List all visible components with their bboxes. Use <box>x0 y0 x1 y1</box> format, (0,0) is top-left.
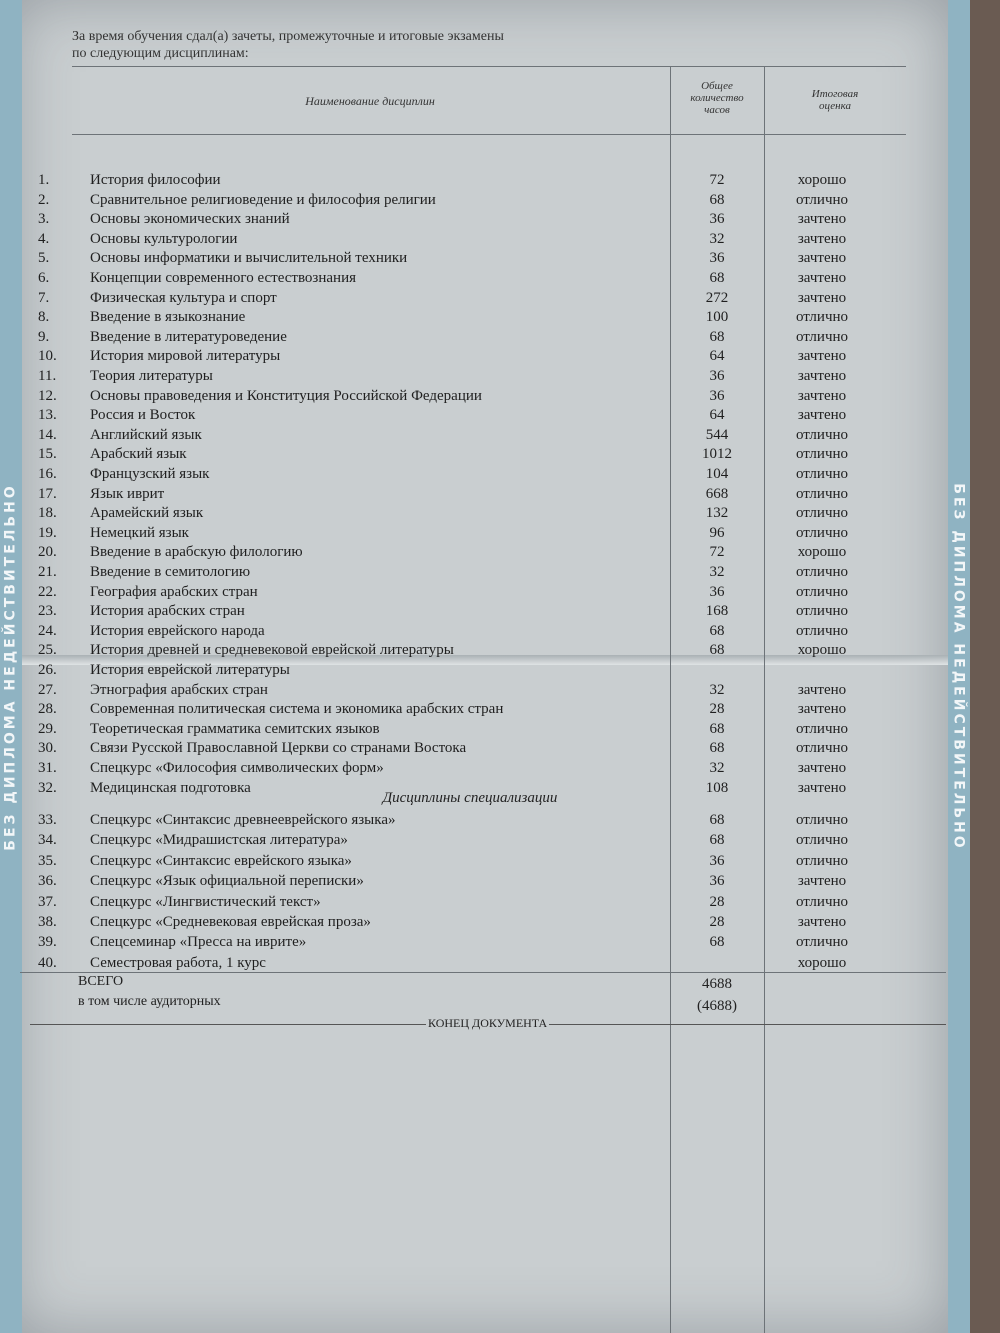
row-number: 31. <box>38 760 57 776</box>
hours-value: 36 <box>709 387 725 404</box>
row-number: 25. <box>38 642 57 659</box>
grade-value: зачтено <box>797 681 847 698</box>
discipline-name: Спецкурс «Лингвистический текст» <box>90 893 321 910</box>
table-row <box>0 446 940 466</box>
table-row <box>0 955 940 975</box>
row-number: 33. <box>38 812 57 828</box>
hours-value: 36 <box>709 211 725 228</box>
table-row <box>0 250 940 270</box>
grade-value: отлично <box>795 446 849 463</box>
grade-value: отлично <box>795 720 849 737</box>
hours-value: 32 <box>709 681 725 698</box>
discipline-name: Английский язык <box>90 426 202 443</box>
discipline-name: История еврейской литературы <box>90 662 290 678</box>
grade-value: зачтено <box>797 270 847 286</box>
row-number: 30. <box>38 740 57 757</box>
discipline-name: Введение в арабскую филологию <box>90 544 303 561</box>
table-top-line <box>72 66 906 67</box>
discipline-name: Медицинская подготовка <box>90 779 251 796</box>
discipline-name: Спецкурс «Мидрашистская литература» <box>90 832 348 849</box>
total-value: 4688 <box>702 976 732 992</box>
table-row <box>0 740 940 760</box>
discipline-name: Введение в литературоведение <box>90 328 287 345</box>
table-row <box>0 407 940 427</box>
grade-value: зачтено <box>797 914 847 930</box>
grade-value: отлично <box>795 740 849 757</box>
table-row <box>0 603 940 623</box>
row-number: 29. <box>38 720 57 737</box>
discipline-name: Спецсеминар «Пресса на иврите» <box>90 934 307 951</box>
hours-value: 68 <box>709 622 725 639</box>
background-edge <box>970 0 1000 1333</box>
grade-value: отлично <box>795 564 849 580</box>
table-row <box>0 812 940 832</box>
hours-value: 68 <box>709 270 725 286</box>
grade-value: отлично <box>795 852 849 869</box>
left-security-band: БЕЗ ДИПЛОМА НЕДЕЙСТВИТЕЛЬНО <box>0 0 22 1333</box>
grade-value: отлично <box>795 812 849 828</box>
table-row <box>0 760 940 780</box>
discipline-name: Спецкурс «Синтаксис еврейского языка» <box>90 852 352 869</box>
hours-value: 72 <box>709 544 725 561</box>
grade-value: зачтено <box>797 760 847 776</box>
grade-value: отлично <box>795 893 849 910</box>
intro-line-1: За время обучения сдал(а) зачеты, промежуточные и итоговые экзамены <box>72 29 504 44</box>
discipline-name: Связи Русской Православной Церкви со странами Востока <box>90 740 467 757</box>
table-row <box>0 584 940 604</box>
row-number: 12. <box>38 387 57 404</box>
grade-value: хорошо <box>797 954 847 971</box>
specialization-heading: Дисциплины специализации <box>382 790 558 806</box>
table-row <box>0 486 940 506</box>
header-grade: Итоговая оценка <box>811 88 859 112</box>
row-number: 21. <box>38 564 57 580</box>
grade-value: зачтено <box>797 407 847 424</box>
hours-value: 32 <box>709 230 725 247</box>
discipline-name: Современная политическая система и экономика арабских стран <box>90 701 504 718</box>
hours-value: 68 <box>709 642 725 659</box>
grade-value: отлично <box>795 485 849 502</box>
auditorial-label: в том числе аудиторных <box>78 994 221 1009</box>
row-number: 28. <box>38 701 57 718</box>
discipline-name: Немецкий язык <box>90 524 189 541</box>
hours-value: 132 <box>705 505 729 522</box>
discipline-name: История еврейского народа <box>90 622 265 639</box>
header-hours: Общее количество часов <box>690 80 744 116</box>
discipline-name: Язык иврит <box>90 485 165 502</box>
table-row <box>0 623 940 643</box>
hours-value: 68 <box>709 328 725 345</box>
table-row <box>0 290 940 310</box>
row-number: 38. <box>38 914 57 930</box>
discipline-name: История древней и средневековой еврейской литературы <box>90 642 454 659</box>
hours-value: 668 <box>705 485 729 502</box>
grade-value: отлично <box>795 309 849 326</box>
grade-value: зачтено <box>797 779 847 796</box>
table-row <box>0 934 940 954</box>
row-number: 32. <box>38 779 57 796</box>
hours-value: 108 <box>705 779 729 796</box>
hours-value: 32 <box>709 760 725 776</box>
discipline-name: Спецкурс «Синтаксис древнееврейского языка» <box>90 812 396 828</box>
total-label: ВСЕГО <box>78 974 124 989</box>
row-number: 15. <box>38 446 57 463</box>
table-row <box>0 914 940 934</box>
discipline-name: Физическая культура и спорт <box>90 289 277 306</box>
grade-value: зачтено <box>797 701 847 718</box>
row-number: 1. <box>38 172 50 188</box>
table-row <box>0 329 940 349</box>
hours-value: 68 <box>709 934 725 951</box>
row-number: 8. <box>38 309 50 326</box>
table-row <box>0 682 940 702</box>
hours-value: 68 <box>709 740 725 757</box>
discipline-name: Спецкурс «Средневековая еврейская проза» <box>90 914 371 930</box>
intro-line-2: по следующим дисциплинам: <box>72 46 249 61</box>
hours-value: 68 <box>709 720 725 737</box>
table-row <box>0 853 940 873</box>
table-row <box>0 172 940 192</box>
discipline-name: Сравнительное религиоведение и философия религии <box>90 191 436 208</box>
discipline-name: Теоретическая грамматика семитских языков <box>90 720 380 737</box>
grade-value: зачтено <box>797 348 847 365</box>
discipline-name: История философии <box>90 172 221 188</box>
table-row <box>0 368 940 388</box>
table-row <box>0 721 940 741</box>
grade-value: отлично <box>795 191 849 208</box>
table-row <box>0 211 940 231</box>
table-row <box>0 894 940 914</box>
hours-value: 64 <box>709 407 725 424</box>
table-row <box>0 642 940 662</box>
row-number: 37. <box>38 893 57 910</box>
row-number: 4. <box>38 230 50 247</box>
grade-value: отлично <box>795 466 849 482</box>
table-row <box>0 564 940 584</box>
hours-value: 64 <box>709 348 725 365</box>
row-number: 6. <box>38 270 50 286</box>
grade-value: отлично <box>795 524 849 541</box>
end-of-document: КОНЕЦ ДОКУМЕНТА <box>428 1016 548 1030</box>
row-number: 24. <box>38 622 57 639</box>
row-number: 19. <box>38 524 57 541</box>
grade-value: отлично <box>795 622 849 639</box>
row-number: 34. <box>38 832 57 849</box>
table-row <box>0 348 940 368</box>
grade-value: хорошо <box>797 642 847 659</box>
grade-value: отлично <box>795 603 849 620</box>
hours-value: 96 <box>709 524 725 541</box>
table-row <box>0 544 940 564</box>
auditorial-value: (4688) <box>697 998 737 1014</box>
row-number: 36. <box>38 873 57 890</box>
hours-value: 168 <box>705 603 729 620</box>
discipline-name: Россия и Восток <box>90 407 196 424</box>
intro-text <box>72 28 504 62</box>
hours-value: 32 <box>709 564 725 580</box>
discipline-name: Теория литературы <box>90 368 213 384</box>
hours-value: 28 <box>709 914 725 930</box>
table-row <box>0 192 940 212</box>
discipline-name: Основы правоведения и Конституция Российской Федерации <box>90 387 482 404</box>
row-number: 39. <box>38 934 57 951</box>
table-row <box>0 309 940 329</box>
grade-value: хорошо <box>797 172 847 188</box>
grade-value: отлично <box>795 328 849 345</box>
discipline-name: Концепции современного естествознания <box>90 270 356 286</box>
hours-value: 36 <box>709 368 725 384</box>
discipline-name: Арамейский язык <box>90 505 204 522</box>
row-number: 35. <box>38 852 57 869</box>
row-number: 10. <box>38 348 57 365</box>
table-row <box>0 701 940 721</box>
discipline-name: Этнография арабских стран <box>90 681 268 698</box>
hours-value: 36 <box>709 852 725 869</box>
hours-value: 1012 <box>702 446 732 463</box>
grade-value: зачтено <box>797 211 847 228</box>
discipline-name: Семестровая работа, 1 курс <box>90 954 266 971</box>
hours-value: 104 <box>705 466 729 482</box>
hours-value: 72 <box>709 172 725 188</box>
table-row <box>0 466 940 486</box>
hours-value: 28 <box>709 701 725 718</box>
row-number: 18. <box>38 505 57 522</box>
row-number: 2. <box>38 191 50 208</box>
grade-value: хорошо <box>797 544 847 561</box>
row-number: 3. <box>38 211 50 228</box>
table-row <box>0 873 940 893</box>
table-row <box>0 832 940 852</box>
row-number: 9. <box>38 328 50 345</box>
row-number: 27. <box>38 681 57 698</box>
discipline-name: Основы экономических знаний <box>90 211 290 228</box>
grade-value: отлично <box>795 583 849 600</box>
row-number: 22. <box>38 583 57 600</box>
header-name: Наименование дисциплин <box>305 94 435 108</box>
grade-value: отлично <box>795 934 849 951</box>
table-row <box>0 231 940 251</box>
discipline-name: Введение в семитологию <box>90 564 251 580</box>
table-row <box>0 505 940 525</box>
hours-value: 28 <box>709 893 725 910</box>
grade-value: отлично <box>795 426 849 443</box>
hours-value: 544 <box>705 426 729 443</box>
grade-value: зачтено <box>797 250 847 267</box>
hours-value: 272 <box>705 289 729 306</box>
row-number: 5. <box>38 250 50 267</box>
hours-value: 68 <box>709 191 725 208</box>
grade-value: зачтено <box>797 289 847 306</box>
hours-value: 36 <box>709 583 725 600</box>
discipline-name: Спецкурс «Язык официальной переписки» <box>90 873 364 890</box>
table-row <box>0 662 940 682</box>
discipline-name: География арабских стран <box>90 583 258 600</box>
header-bottom-line <box>72 134 906 135</box>
discipline-name: История мировой литературы <box>90 348 281 365</box>
row-number: 11. <box>38 368 57 384</box>
table-row <box>0 427 940 447</box>
row-number: 13. <box>38 407 57 424</box>
discipline-name: Основы информатики и вычислительной техники <box>90 250 408 267</box>
discipline-name: Французский язык <box>90 466 210 482</box>
discipline-name: История арабских стран <box>90 603 245 620</box>
row-number: 40. <box>38 954 57 971</box>
right-security-band: БЕЗ ДИПЛОМА НЕДЕЙСТВИТЕЛЬНО <box>948 0 970 1333</box>
row-number: 16. <box>38 466 57 482</box>
grade-value: зачтено <box>797 873 847 890</box>
row-number: 20. <box>38 544 57 561</box>
grade-value: зачтено <box>797 230 847 247</box>
row-number: 7. <box>38 289 50 306</box>
discipline-name: Основы культурологии <box>90 230 238 247</box>
table-row <box>0 388 940 408</box>
row-number: 26. <box>38 662 57 678</box>
discipline-name: Спецкурс «Философия символических форм» <box>90 760 384 776</box>
discipline-name: Арабский язык <box>90 446 187 463</box>
row-number: 14. <box>38 426 57 443</box>
hours-value: 36 <box>709 250 725 267</box>
table-row <box>0 270 940 290</box>
row-number: 23. <box>38 603 57 620</box>
grade-value: отлично <box>795 832 849 849</box>
row-number: 17. <box>38 485 57 502</box>
grade-value: зачтено <box>797 368 847 384</box>
hours-value: 68 <box>709 832 725 849</box>
hours-value: 36 <box>709 873 725 890</box>
table-row <box>0 525 940 545</box>
discipline-name: Введение в языкознание <box>90 309 246 326</box>
grade-value: зачтено <box>797 387 847 404</box>
grade-value: отлично <box>795 505 849 522</box>
hours-value: 68 <box>709 812 725 828</box>
hours-value: 100 <box>705 309 729 326</box>
